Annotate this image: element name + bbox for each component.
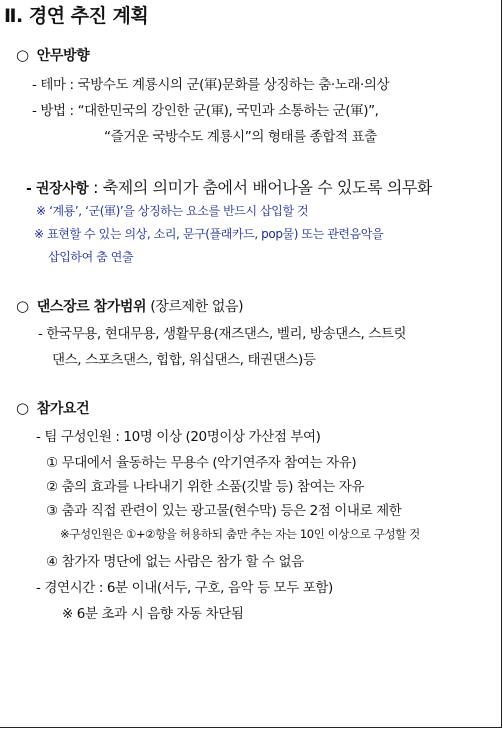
heading-note: (장르제한 없음): [146, 299, 244, 315]
requirement-note: ※구성인원은 ①+②항을 허용하되 춤만 추는 자는 10인 이상으로 구성할 것: [60, 527, 420, 541]
recommendation-text: : 축제의 의미가 춤에서 배어나올 수 있도록 의무화: [88, 178, 432, 197]
recommendation-note-2a: ※ 표현할 수 있는 의상, 소리, 문구(플래카드, pop물) 또는 관련음악을: [34, 227, 384, 241]
heading-text: 참가요건: [36, 401, 90, 417]
performance-time-line: - 경연시간 : 6분 이내(서두, 구호, 음악 등 모두 포함): [36, 580, 333, 596]
requirement-item-3: ③ 춤과 직접 관련이 있는 광고물(현수막) 등은 2점 이내로 제한: [46, 503, 402, 519]
circle-bullet-icon: ○: [16, 46, 29, 64]
recommendation-note-1: ※ ‘계룡’, ‘군(軍)’을 상징하는 요소를 반드시 삽입할 것: [36, 204, 309, 218]
heading-requirements: [16, 398, 89, 418]
recommendation-label: - 권장사항: [26, 181, 89, 197]
performance-time-note: ※ 6분 초과 시 음향 자동 차단됨: [62, 606, 244, 622]
recommendation-note-2b: 삽입하여 춤 연출: [48, 250, 134, 264]
theme-line: - 테마 : 국방수도 계룡시의 군(軍)문화를 상징하는 춤·노래·의상: [32, 77, 390, 93]
genre-line-1: - 한국무용, 현대무용, 생활무용(재즈댄스, 벨리, 방송댄스, 스트릿: [38, 326, 407, 342]
method-line-2: “즐거운 국방수도 계룡시”의 형태를 종합적 표출: [104, 129, 377, 145]
heading-text: 안무방향: [36, 48, 90, 64]
section-title: Ⅱ. 경연 추진 계획: [4, 5, 149, 27]
requirement-item-2: ② 춤의 효과를 나타내기 위한 소품(깃발 등) 참여는 자유: [46, 479, 365, 495]
circle-bullet-icon: ○: [16, 297, 29, 315]
genre-line-2: 댄스, 스포츠댄스, 힙합, 워십댄스, 태권댄스)등: [52, 352, 316, 368]
requirement-item-4: ④ 참가자 명단에 없는 사람은 참가 할 수 없음: [46, 554, 304, 570]
heading-text: 댄스장르 참가범위: [36, 299, 147, 315]
requirement-item-1: ① 무대에서 율동하는 무용수 (악기연주자 참여는 자유): [46, 455, 357, 471]
team-size-line: - 팀 구성인원 : 10명 이상 (20명이상 가산점 부여): [36, 429, 321, 445]
method-line-1: - 방법 : “대한민국의 강인한 군(軍), 국민과 소통하는 군(軍)”,: [32, 103, 379, 119]
recommendation-line: [26, 175, 432, 198]
heading-choreography-direction: [16, 45, 89, 65]
heading-dance-genre: [16, 296, 243, 316]
circle-bullet-icon: ○: [16, 399, 29, 417]
